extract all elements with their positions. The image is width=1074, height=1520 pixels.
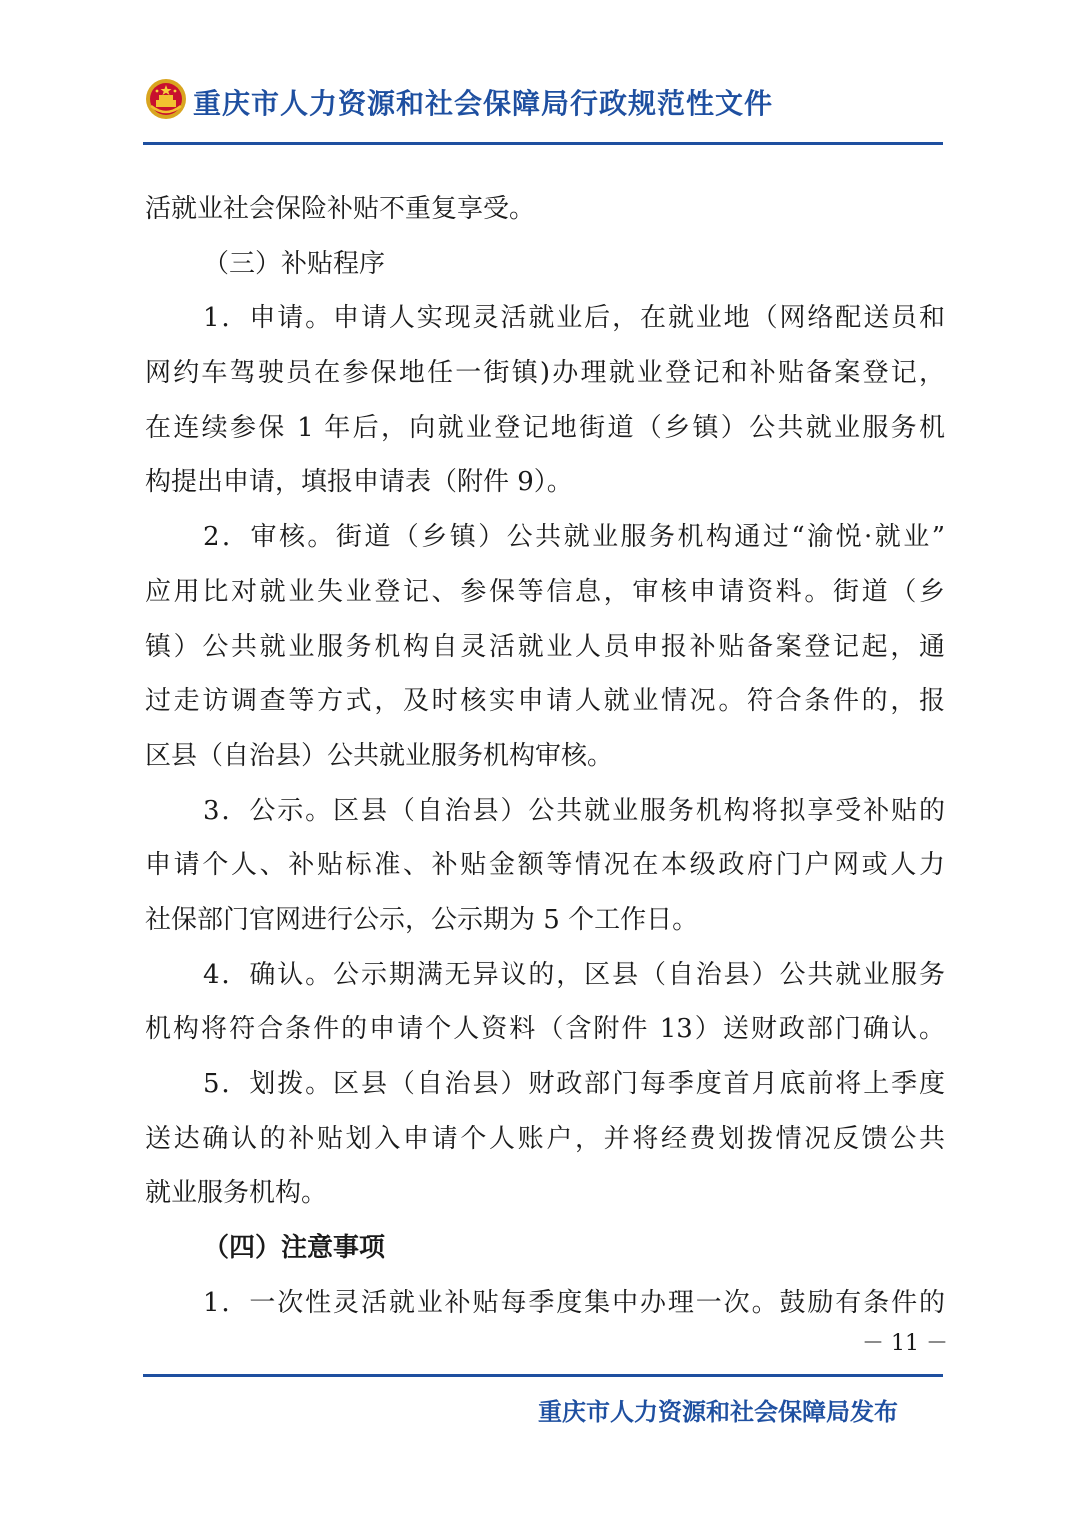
body-line: 镇）公共就业服务机构自灵活就业人员申报补贴备案登记起，通	[145, 631, 945, 662]
body-line: 2．审核。街道（乡镇）公共就业服务机构通过“渝悦·就业”	[203, 522, 945, 553]
body-line: 活就业社会保险补贴不重复享受。	[145, 194, 536, 224]
footer-publisher: 重庆市人力资源和社会保障局发布	[538, 1398, 898, 1426]
body-line: 过走访调查等方式，及时核实申请人就业情况。符合条件的，报	[145, 686, 945, 717]
body-line: 1．申请。申请人实现灵活就业后，在就业地（网络配送员和	[203, 303, 945, 334]
body-line: 机构将符合条件的申请个人资料（含附件 13）送财政部门确认。	[145, 1014, 945, 1045]
page-number: － 11 －	[862, 1331, 948, 1356]
body-line: 网约车驾驶员在参保地任一街镇)办理就业登记和补贴备案登记，	[145, 358, 945, 389]
body-line: 1．一次性灵活就业补贴每季度集中办理一次。鼓励有条件的	[203, 1287, 945, 1318]
body-line: 3．公示。区县（自治县）公共就业服务机构将拟享受补贴的	[203, 795, 945, 826]
section-heading: （四）注意事项	[203, 1233, 386, 1264]
header-title: 重庆市人力资源和社会保障局行政规范性文件	[193, 87, 774, 120]
body-line: 在连续参保 1 年后，向就业登记地街道（乡镇）公共就业服务机	[145, 412, 945, 443]
body-line: 区县（自治县）公共就业服务机构审核。	[145, 740, 614, 771]
body-line: 应用比对就业失业登记、参保等信息，审核申请资料。街道（乡	[145, 576, 945, 607]
footer-divider	[143, 1374, 943, 1377]
body-line: 4．确认。公示期满无异议的，区县（自治县）公共就业服务	[203, 959, 945, 990]
national-emblem-icon	[145, 78, 187, 120]
body-line: 申请个人、补贴标准、补贴金额等情况在本级政府门户网或人力	[145, 850, 945, 881]
section-heading: （三）补贴程序	[203, 248, 386, 279]
document-body	[145, 182, 945, 1330]
body-line: 构提出申请，填报申请表（附件 9）。	[145, 467, 573, 498]
body-line: 社保部门官网进行公示，公示期为 5 个工作日。	[145, 904, 699, 935]
body-line: 送达确认的补贴划入申请个人账户，并将经费划拨情况反馈公共	[145, 1123, 945, 1154]
header-divider	[143, 142, 943, 145]
body-line: 5．划拨。区县（自治县）财政部门每季度首月底前将上季度	[203, 1069, 945, 1099]
document-header	[145, 72, 945, 132]
body-line: 就业服务机构。	[145, 1178, 328, 1209]
